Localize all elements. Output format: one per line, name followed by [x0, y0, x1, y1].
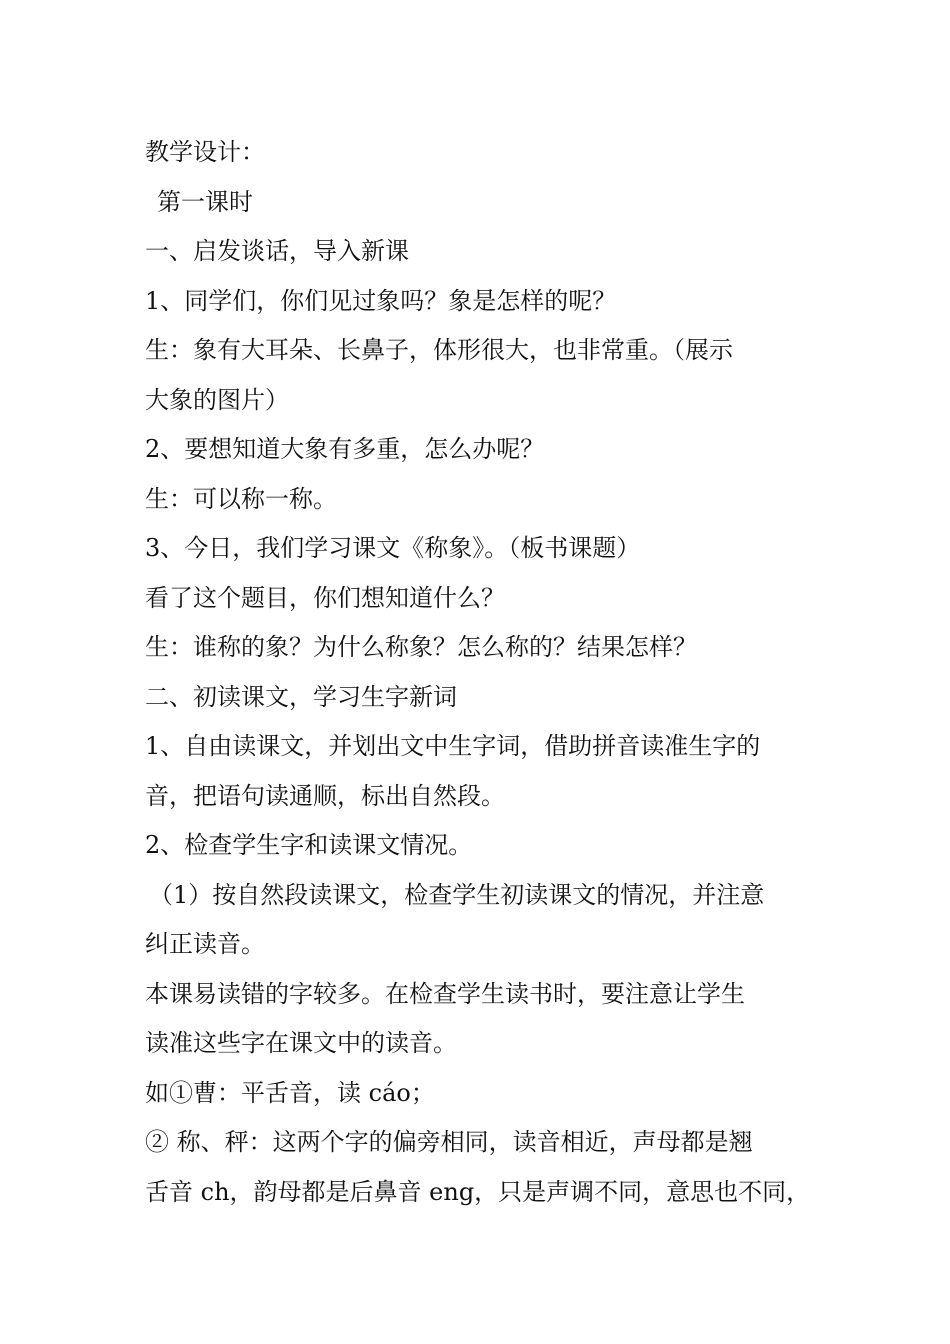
text-line: 3、今日，我们学习课文《称象》。（板书课题） [145, 534, 641, 562]
text-line: 纠正读音。 [145, 930, 265, 958]
lesson-period-heading: 第一课时 [157, 187, 253, 216]
text-line: 1、自由读课文，并划出文中生字词，借助拼音读准生字的 [145, 732, 761, 760]
text-line: 生：象有大耳朵、长鼻子，体形很大，也非常重。（展示 [145, 336, 733, 364]
section-heading: 教学设计： [145, 138, 265, 166]
text-line: 看了这个题目，你们想知道什么？ [145, 583, 505, 612]
text-line: ② 称、秤：这两个字的偏旁相同，读音相近，声母都是翘 [145, 1128, 753, 1156]
text-line: 舌音 ch，韵母都是后鼻音 eng，只是声调不同，意思也不同， [145, 1177, 811, 1206]
text-line: （1）按自然段读课文，检查学生初读课文的情况，并注意 [149, 880, 765, 909]
text-line: 音，把语句读通顺，标出自然段。 [145, 781, 505, 810]
text-line: 如①曹：平舌音，读 cáo； [145, 1078, 435, 1107]
part-two-heading: 二、初读课文，学习生字新词 [145, 682, 457, 711]
text-line: 读准这些字在课文中的读音。 [145, 1029, 457, 1057]
document-body [145, 128, 815, 1217]
text-line: 生：谁称的象？为什么称象？怎么称的？结果怎样？ [145, 633, 697, 661]
text-line: 大象的图片） [145, 385, 289, 414]
text-line: 1、同学们，你们见过象吗？象是怎样的呢？ [145, 286, 617, 315]
text-line: 2、检查学生字和读课文情况。 [145, 831, 473, 859]
text-line: 生：可以称一称。 [145, 484, 337, 513]
text-line: 本课易读错的字较多。在检查学生读书时，要注意让学生 [145, 979, 745, 1008]
part-one-heading: 一、启发谈话，导入新课 [145, 237, 409, 265]
text-line: 2、要想知道大象有多重，怎么办呢？ [145, 435, 545, 463]
